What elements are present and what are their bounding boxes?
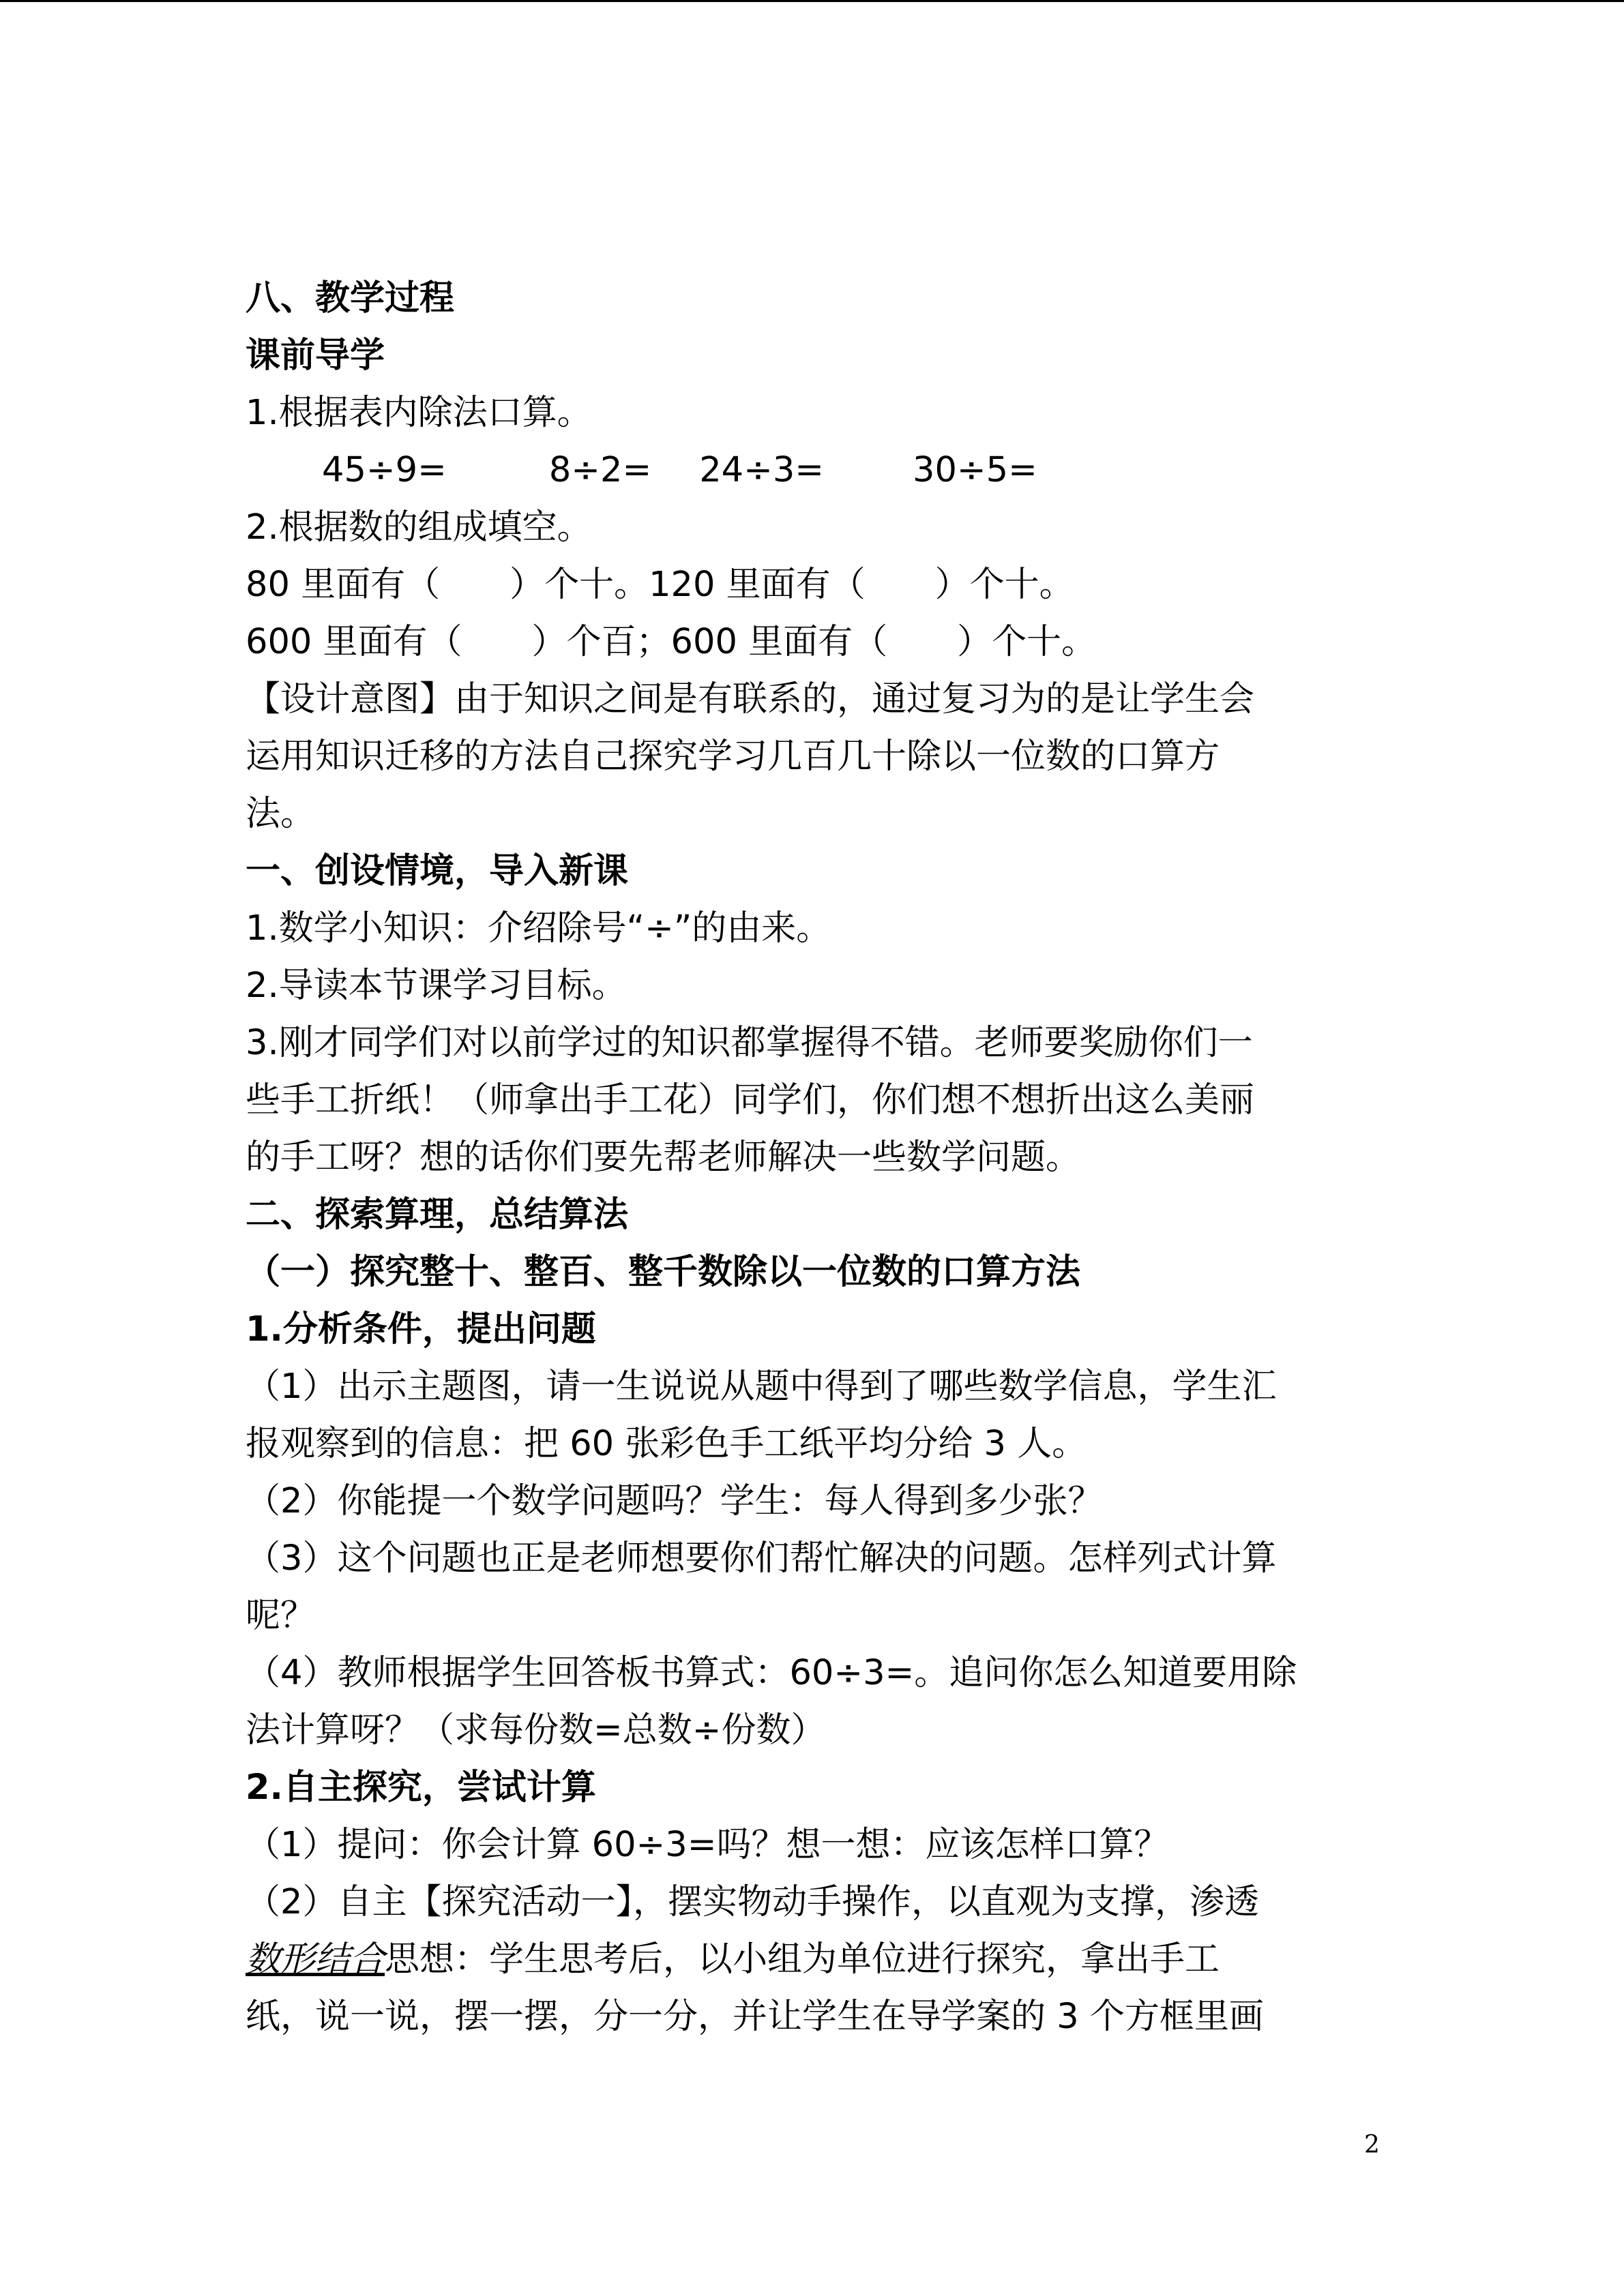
question-2: 2.根据数的组成填空。 [246, 507, 592, 548]
part1-item: 的手工呀？想的话你们要先帮老师解决一些数学问题。 [246, 1137, 1081, 1178]
step2-line-rest: 思想：学生思考后，以小组为单位进行探究，拿出手工 [385, 1939, 1220, 1980]
q1-item: 24÷3= [699, 450, 824, 490]
fill-blank-line: 600 里面有（ ）个百；600 里面有（ ）个十。 [246, 622, 1097, 662]
step1-line: 报观察到的信息：把 60 张彩色手工纸平均分给 3 人。 [246, 1424, 1087, 1464]
part1-item: 些手工折纸！（师拿出手工花）同学们，你们想不想折出这么美丽 [246, 1080, 1255, 1120]
step1-line: 法计算呀？（求每份数=总数÷份数） [246, 1710, 826, 1750]
part1-item: 1.数学小知识：介绍除号“÷”的由来。 [246, 908, 831, 949]
step1-line: （3）这个问题也正是老师想要你们帮忙解决的问题。怎样列式计算 [246, 1538, 1277, 1579]
section-heading-part-2: 二、探索算理，总结算法 [246, 1195, 629, 1235]
section-heading-pre-class: 课前导学 [246, 336, 385, 376]
subsection-heading-1: （一）探究整十、整百、整千数除以一位数的口算方法 [246, 1252, 1081, 1292]
step2-line: 纸，说一说，摆一摆，分一分，并让学生在导学案的 3 个方框里画 [246, 1997, 1264, 2037]
part1-item: 2.导读本节课学习目标。 [246, 966, 627, 1006]
step1-line: （1）出示主题图，请一生说说从题中得到了哪些数学信息，学生汇 [246, 1367, 1277, 1407]
fill-blank-line: 80 里面有（ ）个十。120 里面有（ ）个十。 [246, 565, 1074, 605]
document-body [246, 270, 1378, 2046]
underlined-term: 数形结合 [246, 1939, 385, 1980]
step2-line: （2）自主【探究活动一】，摆实物动手操作，以直观为支撑，渗透 [246, 1882, 1259, 1922]
part1-item: 3.刚才同学们对以前学过的知识都掌握得不错。老师要奖励你们一 [246, 1023, 1253, 1063]
step1-line: 呢？ [246, 1596, 316, 1636]
q1-item: 30÷5= [913, 450, 1037, 490]
step2-line: （1）提问：你会计算 60÷3=吗？想一想：应该怎样口算？ [246, 1825, 1169, 1865]
design-intent-line: 运用知识迁移的方法自己探究学习几百几十除以一位数的口算方 [246, 736, 1220, 777]
section-heading-part-1: 一、创设情境，导入新课 [246, 851, 629, 891]
question-1: 1.根据表内除法口算。 [246, 393, 592, 433]
question-1-items [246, 442, 1378, 499]
page-number: 2 [1364, 2131, 1380, 2159]
step1-line: （4）教师根据学生回答板书算式：60÷3=。追问你怎么知道要用除 [246, 1653, 1297, 1693]
step1-line: （2）你能提一个数学问题吗？学生：每人得到多少张？ [246, 1481, 1103, 1521]
q1-item: 45÷9= [322, 450, 447, 490]
step-2-heading: 2.自主探究，尝试计算 [246, 1768, 596, 1808]
design-intent-line: 法。 [246, 794, 316, 834]
step-1-heading: 1.分析条件，提出问题 [246, 1309, 596, 1350]
step2-line [246, 1931, 1378, 1988]
section-heading-teaching-process: 八、教学过程 [246, 278, 455, 318]
top-border-line [0, 0, 1624, 2]
q1-item: 8÷2= [548, 450, 652, 490]
design-intent-line: 【设计意图】由于知识之间是有联系的，通过复习为的是让学生会 [246, 679, 1255, 719]
